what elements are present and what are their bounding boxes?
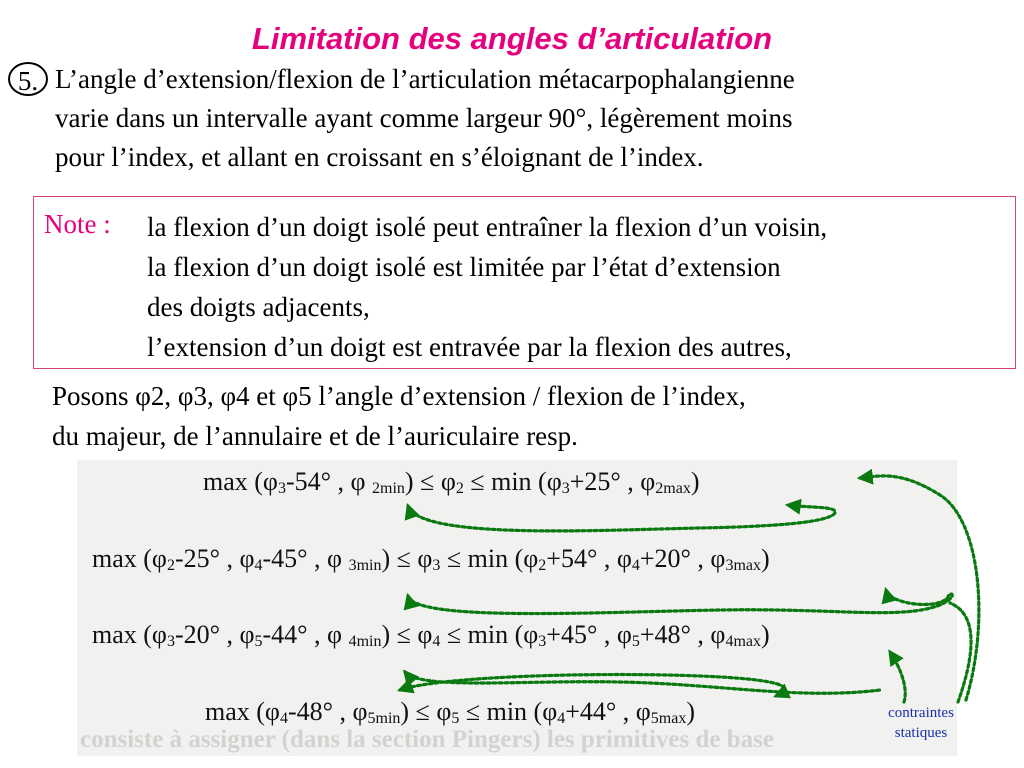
equation-phi2: $\max (\varphi_3-54^\circ$ , φ $_{2min}) \le \varphi_2 \le \min (\varphi_3+25^\circ$ , $\varphi_{2max}$) (203, 467, 700, 497)
paragraph-line: varie dans un intervalle ayant comme largeur 90°, légèrement moins (55, 103, 793, 133)
caption-line: contraintes (888, 705, 954, 721)
background-scan-text: consiste à assigner (dans la section Pingers) les primitives de base (80, 726, 774, 753)
equation-phi3: $\max (\varphi_2-25^\circ$ , $\varphi_4-45^\circ$ , φ $_{3min}) \le \varphi_3 \le \min (\varphi_2+54^\circ$ , $\varphi_4+20^\circ$ , $\varphi_{3max}$) (92, 544, 770, 574)
bullet-number: 5. (8, 62, 48, 96)
paragraph-line: L’angle d’extension/flexion de l’articulation métacarpophalangienne (55, 64, 795, 94)
definition-line: Posons φ2, φ3, φ4 et φ5 l’angle d’extension / flexion de l’index, (52, 381, 746, 411)
definition-line: du majeur, de l’annulaire et de l’auriculaire resp. (52, 421, 578, 451)
caption-line: statiques (894, 725, 948, 741)
note-label: Note : (44, 209, 111, 239)
arrow-phi3-link (408, 590, 952, 614)
note-line: la flexion d’un doigt isolé peut entraîner la flexion d’un voisin, (147, 212, 828, 242)
paragraph-line: pour l’index, et allant en croissant en s’éloignant de l’index. (55, 142, 704, 172)
static-constraints-caption (866, 703, 976, 743)
note-line: l’extension d’un doigt est entravée par la flexion des autres, (147, 332, 792, 362)
arrow-phi2-link (408, 505, 835, 531)
equation-phi5: $\max (\varphi_4-48^\circ$ , $\varphi_{5min}) \le \varphi_5 \le \min (\varphi_4+44^\circ$ , $\varphi_{5max}$) (205, 697, 696, 727)
arrow-static-phi4max (890, 652, 905, 702)
slide-title: Limitation des angles d’articulation (251, 21, 773, 56)
arrow-phi5-link (400, 675, 785, 696)
arrow-static-phi2max (860, 476, 979, 700)
note-line: la flexion d’un doigt isolé est limitée par l’état d’extension (147, 252, 781, 282)
equation-phi4: $\max (\varphi_3-20^\circ$ , $\varphi_5-44^\circ$ , φ $_{4min}) \le \varphi_4 \le \min (\varphi_3+45^\circ$ , $\varphi_5+48^\circ$ , $\varphi_{4max}$) (92, 620, 770, 650)
note-line: des doigts adjacents, (147, 292, 370, 322)
